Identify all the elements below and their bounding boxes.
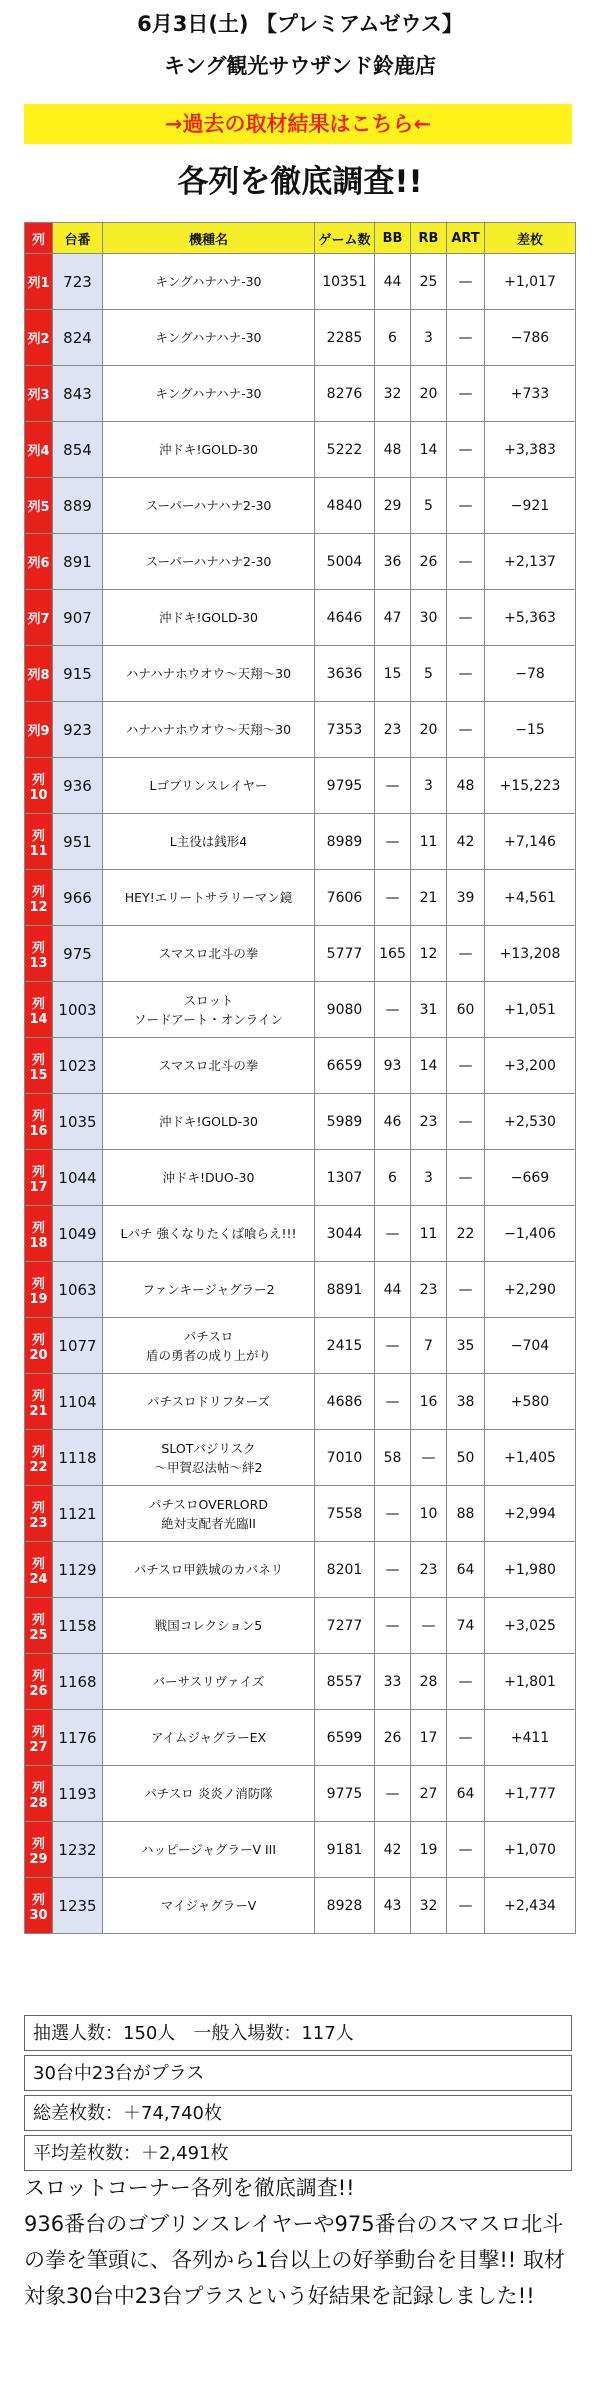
art-count: — [447, 1710, 485, 1766]
machine-number: 1235 [53, 1878, 103, 1934]
coin-diff: +15,223 [485, 758, 576, 814]
game-count: 2415 [315, 1318, 375, 1374]
model-name: パチスロ 炎炎ノ消防隊 [103, 1766, 315, 1822]
game-count: 8891 [315, 1262, 375, 1318]
coin-diff: +1,051 [485, 982, 576, 1038]
game-count: 10351 [315, 254, 375, 310]
model-name: 戦国コレクション5 [103, 1598, 315, 1654]
table-row [25, 646, 576, 702]
model-name: 沖ドキ!GOLD-30 [103, 422, 315, 478]
machine-number: 891 [53, 534, 103, 590]
art-count: — [447, 478, 485, 534]
table-header-row [25, 223, 576, 254]
row-label: 列5 [25, 478, 53, 534]
rb-count: 11 [411, 814, 447, 870]
rb-count: — [411, 1430, 447, 1486]
table-row [25, 1878, 576, 1934]
coin-diff: +7,146 [485, 814, 576, 870]
table-row [25, 870, 576, 926]
summary-text: スロットコーナー各列を徹底調査!! 936番台のゴブリンスレイヤーや975番台のスマスロ北斗の拳を筆頭に、各列から1台以上の好挙動台を目撃!! 取材対象30台中23台プラスという好結果を記録しました!! [24, 2176, 565, 2308]
table-row [25, 926, 576, 982]
column-header-bb: BB [375, 223, 411, 254]
table-row [25, 1766, 576, 1822]
section-title: 各列を徹底調査!! [177, 164, 423, 200]
art-count: — [447, 1822, 485, 1878]
model-name: アイムジャグラーEX [103, 1710, 315, 1766]
game-count: 7010 [315, 1430, 375, 1486]
art-count: — [447, 590, 485, 646]
column-header-machine-no: 台番 [53, 223, 103, 254]
bb-count: — [375, 1766, 411, 1822]
game-count: 8201 [315, 1542, 375, 1598]
entrants-stat: 抽選人数：150人 一般入場数：117人 [24, 2015, 572, 2051]
rb-count: 30 [411, 590, 447, 646]
row-label: 列11 [25, 814, 53, 870]
bb-count: — [375, 1486, 411, 1542]
bb-count: 32 [375, 366, 411, 422]
bb-count: — [375, 758, 411, 814]
table-row [25, 814, 576, 870]
model-name: Lゴブリンスレイヤー [103, 758, 315, 814]
coin-diff: −786 [485, 310, 576, 366]
row-label: 列30 [25, 1878, 53, 1934]
table-row [25, 1374, 576, 1430]
results-table [24, 222, 576, 1934]
coin-diff: +2,530 [485, 1094, 576, 1150]
model-name: キングハナハナ-30 [103, 310, 315, 366]
table-row [25, 1094, 576, 1150]
art-count: 88 [447, 1486, 485, 1542]
coin-diff: +1,070 [485, 1822, 576, 1878]
game-count: 8276 [315, 366, 375, 422]
model-name: キングハナハナ-30 [103, 366, 315, 422]
bb-count: 43 [375, 1878, 411, 1934]
table-row [25, 590, 576, 646]
coin-diff: +5,363 [485, 590, 576, 646]
bb-count: 46 [375, 1094, 411, 1150]
art-count: — [447, 926, 485, 982]
game-count: 5777 [315, 926, 375, 982]
machine-number: 966 [53, 870, 103, 926]
game-count: 8928 [315, 1878, 375, 1934]
rb-count: 20 [411, 366, 447, 422]
model-name: スーパーハナハナ2-30 [103, 478, 315, 534]
machine-number: 824 [53, 310, 103, 366]
table-row [25, 1150, 576, 1206]
table-row [25, 1486, 576, 1542]
column-header-row: 列 [25, 223, 53, 254]
art-count: 60 [447, 982, 485, 1038]
table-row [25, 422, 576, 478]
model-name: スーパーハナハナ2-30 [103, 534, 315, 590]
table-row [25, 1262, 576, 1318]
model-name: Lパチ 強くなりたくば喰らえ!!! [103, 1206, 315, 1262]
art-count: 64 [447, 1542, 485, 1598]
coin-diff: +1,777 [485, 1766, 576, 1822]
table-row [25, 1654, 576, 1710]
bb-count: 15 [375, 646, 411, 702]
art-count: — [447, 1654, 485, 1710]
game-count: 9080 [315, 982, 375, 1038]
game-count: 7353 [315, 702, 375, 758]
rb-count: 19 [411, 1822, 447, 1878]
row-label: 列18 [25, 1206, 53, 1262]
coin-diff: −1,406 [485, 1206, 576, 1262]
coin-diff: −15 [485, 702, 576, 758]
bb-count: — [375, 1374, 411, 1430]
game-count: 6659 [315, 1038, 375, 1094]
table-row [25, 1206, 576, 1262]
coin-diff: +733 [485, 366, 576, 422]
bb-count: — [375, 1318, 411, 1374]
model-name: パチスロドリフターズ [103, 1374, 315, 1430]
table-row [25, 310, 576, 366]
row-label: 列9 [25, 702, 53, 758]
rb-count: 5 [411, 646, 447, 702]
model-name: パチスロ 盾の勇者の成り上がり [103, 1318, 315, 1374]
bb-count: 29 [375, 478, 411, 534]
column-header-art: ART [447, 223, 485, 254]
column-header-rb: RB [411, 223, 447, 254]
row-label: 列13 [25, 926, 53, 982]
row-label: 列10 [25, 758, 53, 814]
rb-count: 3 [411, 758, 447, 814]
average-diff-stat: 平均差枚数：＋2,491枚 [24, 2135, 572, 2171]
art-count: — [447, 1262, 485, 1318]
machine-number: 923 [53, 702, 103, 758]
game-count: 5222 [315, 422, 375, 478]
model-name: HEY!エリートサラリーマン鏡 [103, 870, 315, 926]
table-row [25, 1710, 576, 1766]
rb-count: 32 [411, 1878, 447, 1934]
machine-number: 1003 [53, 982, 103, 1038]
art-count: 22 [447, 1206, 485, 1262]
rb-count: 7 [411, 1318, 447, 1374]
game-count: 9181 [315, 1822, 375, 1878]
row-label: 列20 [25, 1318, 53, 1374]
machine-number: 854 [53, 422, 103, 478]
art-count: — [447, 1150, 485, 1206]
art-count: — [447, 1878, 485, 1934]
coin-diff: +1,980 [485, 1542, 576, 1598]
game-count: 6599 [315, 1710, 375, 1766]
art-count: 39 [447, 870, 485, 926]
rb-count: 23 [411, 1262, 447, 1318]
rb-count: 25 [411, 254, 447, 310]
table-row [25, 702, 576, 758]
model-name: パチスロOVERLORD 絶対支配者光臨II [103, 1486, 315, 1542]
coin-diff: +3,383 [485, 422, 576, 478]
rb-count: 16 [411, 1374, 447, 1430]
machine-number: 975 [53, 926, 103, 982]
bb-count: — [375, 982, 411, 1038]
table-row [25, 1318, 576, 1374]
date-line: 6月3日(土) 【プレミアムゼウス】 [137, 12, 463, 36]
art-count: 35 [447, 1318, 485, 1374]
rb-count: 14 [411, 1038, 447, 1094]
bb-count: 6 [375, 1150, 411, 1206]
column-header-diff: 差枚 [485, 223, 576, 254]
row-label: 列28 [25, 1766, 53, 1822]
bb-count: 33 [375, 1654, 411, 1710]
machine-number: 1129 [53, 1542, 103, 1598]
art-count: — [447, 1038, 485, 1094]
row-label: 列15 [25, 1038, 53, 1094]
row-label: 列14 [25, 982, 53, 1038]
art-count: 38 [447, 1374, 485, 1430]
bb-count: — [375, 870, 411, 926]
model-name: SLOTバジリスク 〜甲賀忍法帖〜絆2 [103, 1430, 315, 1486]
rb-count: 12 [411, 926, 447, 982]
coin-diff: +2,994 [485, 1486, 576, 1542]
game-count: 1307 [315, 1150, 375, 1206]
machine-number: 1104 [53, 1374, 103, 1430]
table-row [25, 1430, 576, 1486]
machine-number: 1118 [53, 1430, 103, 1486]
machine-number: 723 [53, 254, 103, 310]
table-row [25, 1822, 576, 1878]
machine-number: 1023 [53, 1038, 103, 1094]
coin-diff: +4,561 [485, 870, 576, 926]
machine-number: 915 [53, 646, 103, 702]
game-count: 9795 [315, 758, 375, 814]
plus-ratio-stat: 30台中23台がプラス [24, 2055, 572, 2091]
row-label: 列4 [25, 422, 53, 478]
bb-count: 23 [375, 702, 411, 758]
machine-number: 1121 [53, 1486, 103, 1542]
table-row [25, 982, 576, 1038]
row-label: 列29 [25, 1822, 53, 1878]
bb-count: 58 [375, 1430, 411, 1486]
bb-count: — [375, 814, 411, 870]
machine-number: 1158 [53, 1598, 103, 1654]
row-label: 列27 [25, 1710, 53, 1766]
row-label: 列17 [25, 1150, 53, 1206]
game-count: 5004 [315, 534, 375, 590]
coin-diff: −78 [485, 646, 576, 702]
game-count: 4686 [315, 1374, 375, 1430]
row-label: 列2 [25, 310, 53, 366]
art-count: — [447, 646, 485, 702]
game-count: 3636 [315, 646, 375, 702]
art-count: 48 [447, 758, 485, 814]
coin-diff: +411 [485, 1710, 576, 1766]
coin-diff: +13,208 [485, 926, 576, 982]
coin-diff: +1,017 [485, 254, 576, 310]
coin-diff: +580 [485, 1374, 576, 1430]
model-name: ハッピージャグラーV III [103, 1822, 315, 1878]
art-count: — [447, 422, 485, 478]
model-name: キングハナハナ-30 [103, 254, 315, 310]
machine-number: 1077 [53, 1318, 103, 1374]
art-count: 64 [447, 1766, 485, 1822]
row-label: 列7 [25, 590, 53, 646]
rb-count: 28 [411, 1654, 447, 1710]
row-label: 列8 [25, 646, 53, 702]
coin-diff: −921 [485, 478, 576, 534]
row-label: 列26 [25, 1654, 53, 1710]
row-label: 列21 [25, 1374, 53, 1430]
game-count: 4646 [315, 590, 375, 646]
art-count: — [447, 1094, 485, 1150]
model-name: バーサスリヴァイズ [103, 1654, 315, 1710]
art-count: 74 [447, 1598, 485, 1654]
rb-count: 3 [411, 1150, 447, 1206]
coin-diff: +3,025 [485, 1598, 576, 1654]
shop-name: キング観光サウザンド鈴鹿店 [164, 54, 436, 78]
game-count: 7558 [315, 1486, 375, 1542]
row-label: 列3 [25, 366, 53, 422]
bb-count: 36 [375, 534, 411, 590]
table-row [25, 478, 576, 534]
machine-number: 889 [53, 478, 103, 534]
machine-number: 1049 [53, 1206, 103, 1262]
bb-count: — [375, 1206, 411, 1262]
model-name: L主役は銭形4 [103, 814, 315, 870]
rb-count: 23 [411, 1094, 447, 1150]
bb-count: 93 [375, 1038, 411, 1094]
rb-count: 11 [411, 1206, 447, 1262]
table-row [25, 534, 576, 590]
bb-count: 48 [375, 422, 411, 478]
rb-count: 23 [411, 1542, 447, 1598]
coin-diff: +3,200 [485, 1038, 576, 1094]
game-count: 7277 [315, 1598, 375, 1654]
bb-count: 42 [375, 1822, 411, 1878]
machine-number: 1035 [53, 1094, 103, 1150]
machine-number: 1044 [53, 1150, 103, 1206]
model-name: 沖ドキ!DUO-30 [103, 1150, 315, 1206]
model-name: スマスロ北斗の拳 [103, 926, 315, 982]
rb-count: 26 [411, 534, 447, 590]
row-label: 列6 [25, 534, 53, 590]
row-label: 列19 [25, 1262, 53, 1318]
bb-count: — [375, 1542, 411, 1598]
rb-count: 3 [411, 310, 447, 366]
row-label: 列1 [25, 254, 53, 310]
bb-count: 6 [375, 310, 411, 366]
art-count: — [447, 254, 485, 310]
bb-count: 44 [375, 1262, 411, 1318]
game-count: 3044 [315, 1206, 375, 1262]
rb-count: 10 [411, 1486, 447, 1542]
model-name: パチスロ甲鉄城のカバネリ [103, 1542, 315, 1598]
table-row [25, 1038, 576, 1094]
bb-count: — [375, 1598, 411, 1654]
art-count: — [447, 702, 485, 758]
art-count: — [447, 310, 485, 366]
game-count: 7606 [315, 870, 375, 926]
row-label: 列25 [25, 1598, 53, 1654]
model-name: マイジャグラーV [103, 1878, 315, 1934]
bb-count: 165 [375, 926, 411, 982]
bb-count: 47 [375, 590, 411, 646]
game-count: 9775 [315, 1766, 375, 1822]
column-header-games: ゲーム数 [315, 223, 375, 254]
art-count: 50 [447, 1430, 485, 1486]
row-label: 列16 [25, 1094, 53, 1150]
art-count: 42 [447, 814, 485, 870]
model-name: スロット ソードアート・オンライン [103, 982, 315, 1038]
rb-count: 21 [411, 870, 447, 926]
machine-number: 843 [53, 366, 103, 422]
model-name: 沖ドキ!GOLD-30 [103, 1094, 315, 1150]
results-body [25, 254, 576, 1934]
coin-diff: +1,801 [485, 1654, 576, 1710]
coin-diff: +2,290 [485, 1262, 576, 1318]
rb-count: 17 [411, 1710, 447, 1766]
column-header-model: 機種名 [103, 223, 315, 254]
coin-diff: −669 [485, 1150, 576, 1206]
art-count: — [447, 366, 485, 422]
rb-count: — [411, 1598, 447, 1654]
game-count: 4840 [315, 478, 375, 534]
coin-diff: +1,405 [485, 1430, 576, 1486]
rb-count: 14 [411, 422, 447, 478]
model-name: ファンキージャグラー2 [103, 1262, 315, 1318]
game-count: 2285 [315, 310, 375, 366]
machine-number: 1168 [53, 1654, 103, 1710]
table-row [25, 758, 576, 814]
table-row [25, 366, 576, 422]
machine-number: 1193 [53, 1766, 103, 1822]
row-label: 列23 [25, 1486, 53, 1542]
rb-count: 5 [411, 478, 447, 534]
model-name: 沖ドキ!GOLD-30 [103, 590, 315, 646]
model-name: ハナハナホウオウ〜天翔〜30 [103, 702, 315, 758]
game-count: 8989 [315, 814, 375, 870]
art-count: — [447, 534, 485, 590]
past-results-link[interactable]: →過去の取材結果はこちら← [24, 104, 572, 144]
row-label: 列22 [25, 1430, 53, 1486]
rb-count: 31 [411, 982, 447, 1038]
model-name: ハナハナホウオウ〜天翔〜30 [103, 646, 315, 702]
total-diff-stat: 総差枚数：＋74,740枚 [24, 2095, 572, 2131]
row-label: 列24 [25, 1542, 53, 1598]
machine-number: 1063 [53, 1262, 103, 1318]
row-label: 列12 [25, 870, 53, 926]
machine-number: 1176 [53, 1710, 103, 1766]
model-name: スマスロ北斗の拳 [103, 1038, 315, 1094]
table-row [25, 1598, 576, 1654]
machine-number: 936 [53, 758, 103, 814]
machine-number: 951 [53, 814, 103, 870]
coin-diff: −704 [485, 1318, 576, 1374]
table-row [25, 254, 576, 310]
game-count: 8557 [315, 1654, 375, 1710]
bb-count: 26 [375, 1710, 411, 1766]
coin-diff: +2,137 [485, 534, 576, 590]
game-count: 5989 [315, 1094, 375, 1150]
bb-count: 44 [375, 254, 411, 310]
rb-count: 20 [411, 702, 447, 758]
machine-number: 1232 [53, 1822, 103, 1878]
machine-number: 907 [53, 590, 103, 646]
table-row [25, 1542, 576, 1598]
coin-diff: +2,434 [485, 1878, 576, 1934]
rb-count: 27 [411, 1766, 447, 1822]
